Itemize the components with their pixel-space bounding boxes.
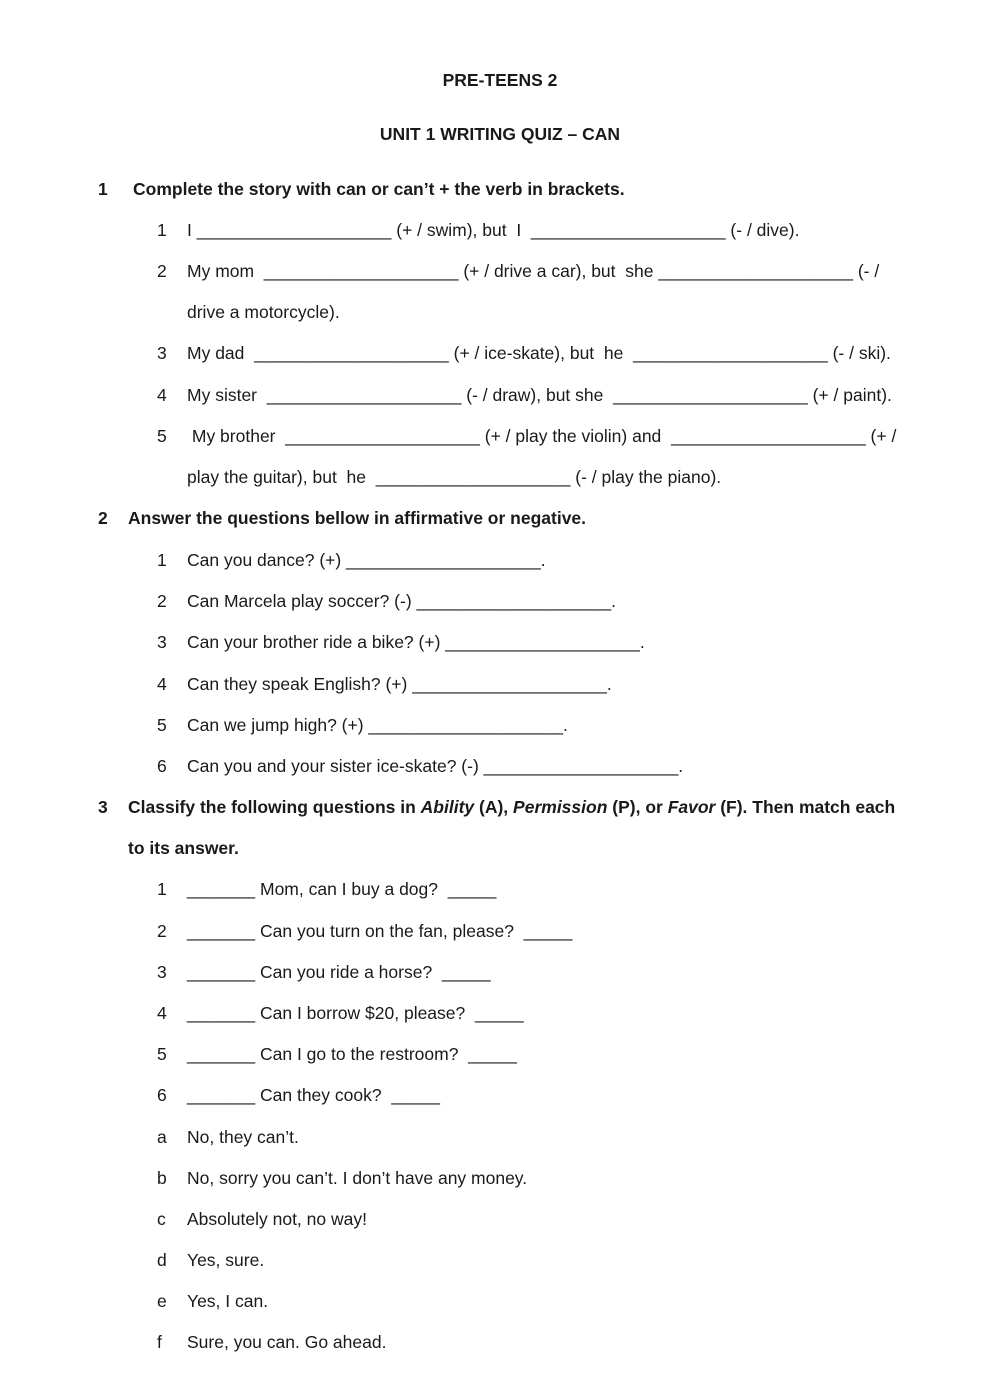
item-number: 1: [157, 550, 167, 570]
item-number: 2: [157, 921, 167, 941]
answer-letter: c: [157, 1209, 166, 1229]
item-number: 6: [157, 756, 167, 776]
answer-text: No, sorry you can’t. I don’t have any money.: [187, 1168, 528, 1188]
item-number: 5: [157, 1044, 167, 1064]
section-2-number: 2: [98, 508, 108, 528]
answer-letter: a: [157, 1127, 167, 1147]
item-text: Can we jump high? (+) ____________________.: [187, 715, 568, 735]
section-1-number: 1: [98, 179, 108, 199]
item-text: _______ Can I go to the restroom? _____: [187, 1044, 517, 1064]
item-number: 1: [157, 220, 167, 240]
item-text: _______ Can you ride a horse? _____: [187, 962, 491, 982]
item-text: _______ Mom, can I buy a dog? _____: [187, 879, 497, 899]
quiz-subtitle: UNIT 1 WRITING QUIZ – CAN: [379, 124, 621, 144]
answer-letter: b: [157, 1168, 167, 1188]
answer-text: Yes, I can.: [187, 1291, 269, 1311]
item-number: 2: [157, 261, 167, 281]
answer-text: Absolutely not, no way!: [187, 1209, 367, 1229]
item-number: 5: [157, 426, 167, 446]
item-text: Can they speak English? (+) ____________________.: [187, 674, 612, 694]
section-2-instruction: Answer the questions bellow in affirmative or negative.: [128, 508, 587, 528]
item-text: drive a motorcycle).: [187, 302, 340, 322]
answer-letter: e: [157, 1291, 167, 1311]
item-text: My dad ____________________ (+ / ice-skate), but he ____________________ (- / ski).: [187, 343, 891, 363]
answer-text: Yes, sure.: [187, 1250, 265, 1270]
item-number: 3: [157, 962, 167, 982]
item-number: 2: [157, 591, 167, 611]
item-text: _______ Can I borrow $20, please? _____: [187, 1003, 524, 1023]
item-number: 1: [157, 879, 167, 899]
item-number: 3: [157, 343, 167, 363]
item-text: I ____________________ (+ / swim), but I ____________________ (- / dive).: [187, 220, 800, 240]
answer-text: Sure, you can. Go ahead.: [187, 1332, 387, 1352]
section-1-instruction: Complete the story with can or can’t + the verb in brackets.: [133, 179, 625, 199]
section-3-number: 3: [98, 797, 108, 817]
item-number: 4: [157, 1003, 167, 1023]
item-text: play the guitar), but he ____________________ (- / play the piano).: [187, 467, 722, 487]
item-number: 5: [157, 715, 167, 735]
answer-text: No, they can’t.: [187, 1127, 299, 1147]
answer-letter: d: [157, 1250, 167, 1270]
item-text: Can your brother ride a bike? (+) ____________________.: [187, 632, 645, 652]
item-text: My sister ____________________ (- / draw), but she ____________________ (+ / paint).: [187, 385, 892, 405]
item-number: 4: [157, 674, 167, 694]
item-text: _______ Can they cook? _____: [187, 1085, 440, 1105]
item-text: My brother ____________________ (+ / play the violin) and ____________________ (+ /: [187, 426, 897, 446]
item-number: 3: [157, 632, 167, 652]
item-number: 6: [157, 1085, 167, 1105]
page-title: PRE-TEENS 2: [442, 70, 558, 90]
section-3-instruction-cont: to its answer.: [128, 838, 239, 858]
item-number: 4: [157, 385, 167, 405]
answer-letter: f: [157, 1332, 162, 1352]
section-3-instruction: Classify the following questions in Ability (A), Permission (P), or Favor (F). Then match each: [128, 797, 896, 817]
item-text: My mom ____________________ (+ / drive a car), but she ____________________ (- /: [187, 261, 880, 281]
item-text: Can you dance? (+) ____________________.: [187, 550, 546, 570]
item-text: Can you and your sister ice-skate? (-) ____________________.: [187, 756, 684, 776]
item-text: Can Marcela play soccer? (-) ____________________.: [187, 591, 617, 611]
item-text: _______ Can you turn on the fan, please? _____: [187, 921, 573, 941]
